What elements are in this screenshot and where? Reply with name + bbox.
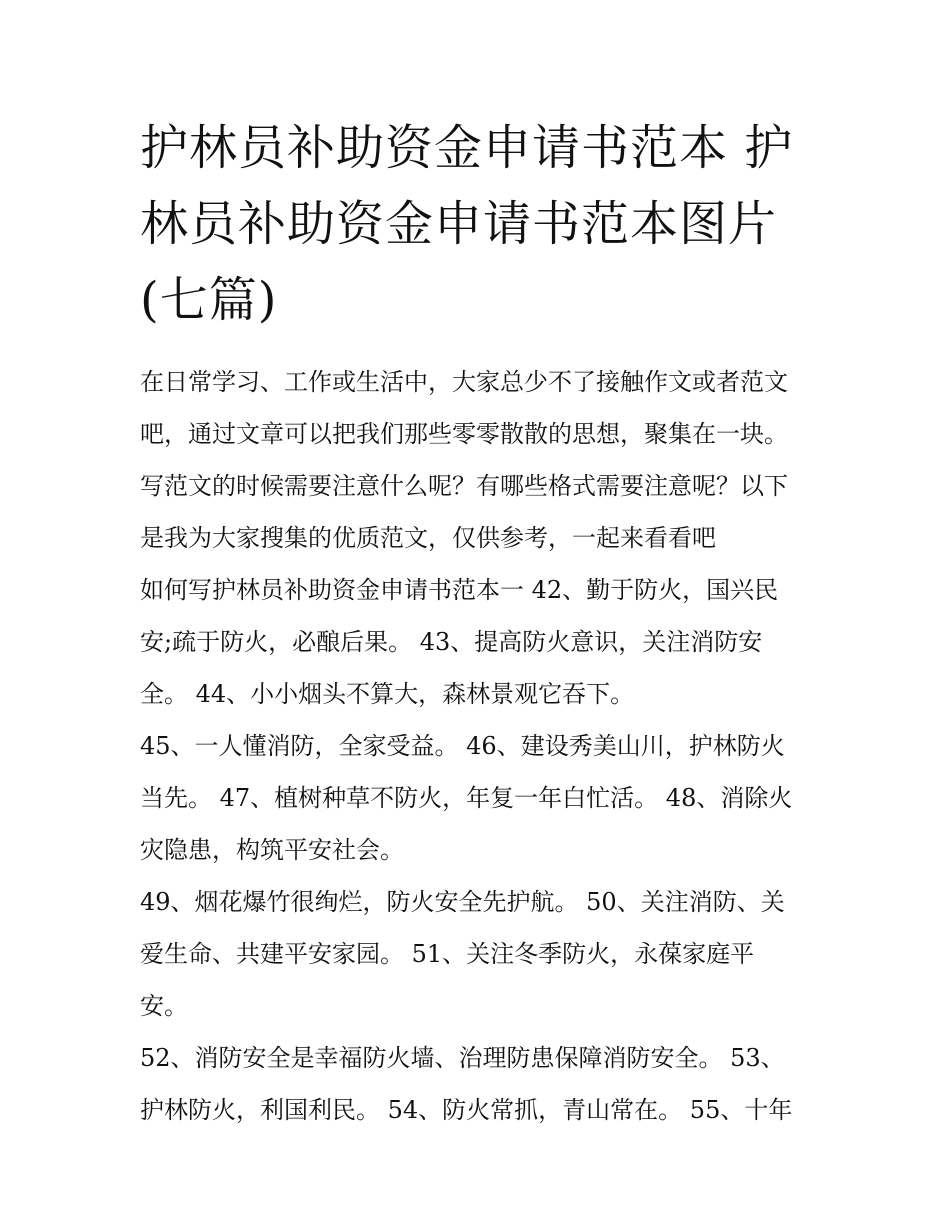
document-page	[140, 110, 820, 1136]
body-line: 全。 44、小小烟头不算大，森林景观它吞下。	[140, 680, 635, 708]
body-line: 吧，通过文章可以把我们那些零零散散的思想，聚集在一块。	[140, 420, 788, 448]
body-line: 灾隐患，构筑平安社会。	[140, 836, 404, 864]
document-title	[140, 110, 820, 338]
document-body	[140, 356, 820, 1136]
body-line: 52、消防安全是幸福防火墙、治理防患保障消防安全。 53、	[140, 1044, 785, 1072]
body-line: 安;疏于防火，必酿后果。 43、提高防火意识，关注消防安	[140, 628, 763, 656]
body-line: 爱生命、共建平安家园。 51、关注冬季防火，永葆家庭平	[140, 940, 755, 968]
body-line: 在日常学习、工作或生活中，大家总少不了接触作文或者范文	[140, 368, 788, 396]
body-line: 如何写护林员补助资金申请书范本一 42、勤于防火，国兴民	[140, 576, 779, 604]
title-line: 林员补助资金申请书范本图片	[140, 196, 778, 252]
body-line: 当先。 47、植树种草不防火，年复一年白忙活。 48、消除火	[140, 784, 793, 812]
title-line: (七篇)	[140, 272, 278, 328]
body-line: 45、一人懂消防，全家受益。 46、建设秀美山川，护林防火	[140, 732, 785, 760]
body-line: 护林防火，利国利民。 54、防火常抓，青山常在。 55、十年	[140, 1096, 793, 1124]
body-line: 49、烟花爆竹很绚烂，防火安全先护航。 50、关注消防、关	[140, 888, 785, 916]
body-line: 安。	[140, 992, 188, 1020]
body-line: 是我为大家搜集的优质范文，仅供参考，一起来看看吧	[140, 524, 716, 552]
title-line: 护林员补助资金申请书范本 护	[140, 120, 794, 176]
body-line: 写范文的时候需要注意什么呢？有哪些格式需要注意呢？以下	[140, 472, 788, 500]
